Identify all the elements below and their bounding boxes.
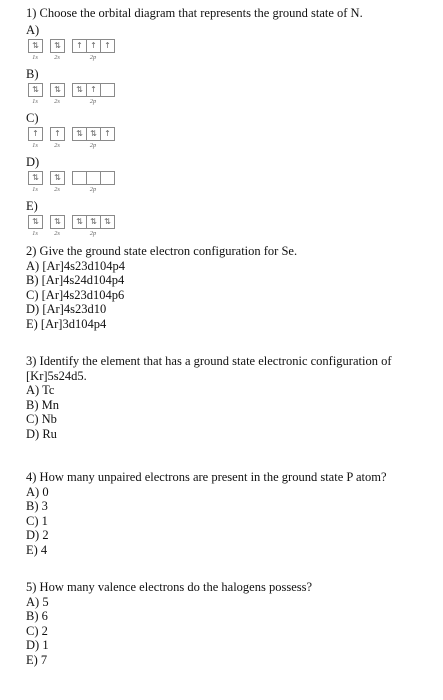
orbital-box — [72, 171, 87, 185]
orbital-box: ↑ — [86, 39, 101, 53]
orbital-group — [28, 39, 42, 62]
option-q2-b: B) [Ar]4s24d104p4 — [26, 273, 125, 288]
orbital-box: ↑ — [50, 127, 65, 141]
orbital-box: ↑ — [100, 127, 115, 141]
orbital-box: ⇅ — [28, 39, 43, 53]
orbital-label: 2p — [89, 185, 97, 193]
option-q3-a: A) Tc — [26, 383, 55, 397]
option-q3-b: B) Mn — [26, 397, 59, 412]
orbital-box: ⇅ — [50, 83, 65, 97]
orbital-label: 1s — [32, 229, 38, 237]
orbital-diagram — [28, 39, 363, 65]
orbital-group — [50, 83, 64, 106]
option-q4-b: B) 3 — [26, 499, 48, 514]
option-q5-b: B) 6 — [26, 609, 48, 624]
option-q5-e: E) 7 — [26, 652, 48, 667]
orbital-group — [72, 83, 114, 106]
orbital-box: ⇅ — [72, 127, 87, 141]
option-q3-c: C) Nb — [26, 412, 57, 427]
option-q1-a-letter: A) — [26, 22, 40, 37]
orbital-label: 2s — [54, 53, 60, 61]
option-q1-e-letter: E) — [26, 198, 38, 213]
orbital-box: ⇅ — [72, 215, 87, 229]
orbital-label: 2s — [54, 229, 60, 237]
question-1-text: 1) Choose the orbital diagram that represents the ground state of N. — [26, 6, 363, 20]
orbital-diagram — [28, 127, 363, 153]
orbital-box: ⇅ — [50, 171, 65, 185]
orbital-group — [28, 171, 42, 194]
orbital-group — [50, 39, 64, 62]
orbital-group — [28, 127, 42, 150]
orbital-group — [28, 83, 42, 106]
orbital-box: ⇅ — [50, 39, 65, 53]
option-q2-e: E) [Ar]3d104p4 — [26, 316, 107, 331]
orbital-label: 1s — [32, 141, 38, 149]
orbital-group — [50, 127, 64, 150]
option-q4-e: E) 4 — [26, 542, 48, 557]
orbital-label: 2p — [89, 141, 97, 149]
orbital-group — [50, 171, 64, 194]
orbital-box: ⇅ — [28, 215, 43, 229]
orbital-box: ⇅ — [72, 83, 87, 97]
orbital-group — [72, 171, 114, 194]
orbital-box: ⇅ — [28, 171, 43, 185]
option-q2-d: D) [Ar]4s23d10 — [26, 302, 107, 317]
orbital-label: 2p — [89, 97, 97, 105]
question-1-options — [26, 23, 363, 241]
orbital-label: 2p — [89, 229, 97, 237]
option-q4-c: C) 1 — [26, 513, 48, 528]
orbital-label: 2s — [54, 185, 60, 193]
orbital-group — [50, 215, 64, 238]
orbital-box: ⇅ — [86, 215, 101, 229]
option-q4-d: D) 2 — [26, 528, 49, 543]
orbital-box: ↑ — [86, 83, 101, 97]
question-1 — [26, 6, 363, 241]
orbital-group — [72, 215, 114, 238]
question-2 — [26, 244, 297, 331]
question-4-text: 4) How many unpaired electrons are present in the ground state P atom? — [26, 470, 387, 484]
orbital-label: 1s — [32, 97, 38, 105]
question-3-text-line1: 3) Identify the element that has a ground state electronic configuration of — [26, 354, 392, 368]
option-q4-a: A) 0 — [26, 484, 49, 499]
question-3-text-line2: [Kr]5s24d5. — [26, 368, 87, 383]
orbital-box: ↑ — [28, 127, 43, 141]
orbital-diagram — [28, 83, 363, 109]
option-q2-c: C) [Ar]4s23d104p6 — [26, 287, 125, 302]
orbital-group — [28, 215, 42, 238]
orbital-label: 1s — [32, 53, 38, 61]
orbital-box — [100, 83, 115, 97]
option-q1-b-letter: B) — [26, 66, 39, 81]
option-q1-c-letter: C) — [26, 110, 39, 125]
option-q5-a: A) 5 — [26, 594, 49, 609]
orbital-box: ↑ — [72, 39, 87, 53]
question-5-text: 5) How many valence electrons do the halogens possess? — [26, 580, 313, 594]
orbital-group — [72, 127, 114, 150]
orbital-diagram — [28, 171, 363, 197]
orbital-box — [86, 171, 101, 185]
question-5 — [26, 580, 312, 667]
orbital-label: 2p — [89, 53, 97, 61]
orbital-label: 2s — [54, 97, 60, 105]
option-q3-d: D) Ru — [26, 426, 57, 441]
orbital-box: ⇅ — [28, 83, 43, 97]
orbital-box: ⇅ — [50, 215, 65, 229]
question-4 — [26, 470, 387, 557]
question-3 — [26, 354, 392, 441]
option-q2-a: A) [Ar]4s23d104p4 — [26, 258, 125, 273]
option-q5-d: D) 1 — [26, 638, 49, 653]
orbital-box: ⇅ — [100, 215, 115, 229]
option-q5-c: C) 2 — [26, 623, 48, 638]
option-q1-d-letter: D) — [26, 154, 40, 169]
orbital-label: 2s — [54, 141, 60, 149]
question-2-text: 2) Give the ground state electron configuration for Se. — [26, 244, 298, 258]
orbital-box: ↑ — [100, 39, 115, 53]
orbital-diagram — [28, 215, 363, 241]
orbital-group — [72, 39, 114, 62]
orbital-label: 1s — [32, 185, 38, 193]
orbital-box: ⇅ — [86, 127, 101, 141]
orbital-box — [100, 171, 115, 185]
